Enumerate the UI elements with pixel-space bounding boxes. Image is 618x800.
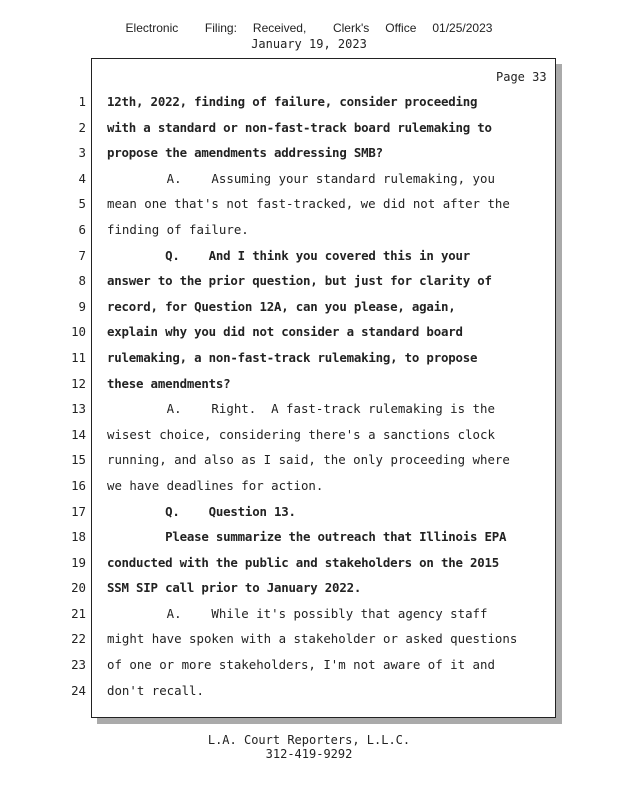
transcript-line <box>0 423 618 449</box>
line-text: Q. And I think you covered this in your <box>107 247 470 263</box>
line-text: of one or more stakeholders, I'm not aware of it and <box>107 657 495 673</box>
line-number: 18 <box>71 529 86 545</box>
transcript-line <box>0 679 618 705</box>
line-number: 5 <box>78 196 86 212</box>
line-text: A. While it's possibly that agency staff <box>107 605 488 621</box>
page-number: Page 33 <box>496 70 547 84</box>
filing-stamp: Electronic Filing: Received, Clerk's Office 01/25/2023 <box>125 21 493 35</box>
line-text: Q. Question 13. <box>107 503 296 519</box>
transcript-line <box>0 397 618 423</box>
line-text: conducted with the public and stakeholders on the 2015 <box>107 554 500 570</box>
transcript-line <box>0 627 618 653</box>
line-number: 12 <box>71 375 86 391</box>
line-text: we have deadlines for action. <box>107 477 324 493</box>
transcript-line <box>0 244 618 270</box>
line-text: SSM SIP call prior to January 2022. <box>107 580 362 596</box>
line-number: 11 <box>71 349 86 365</box>
line-number: 19 <box>71 554 86 570</box>
line-text: answer to the prior question, but just for clarity of <box>107 273 492 289</box>
line-number: 15 <box>71 452 86 468</box>
line-text: propose the amendments addressing SMB? <box>107 145 383 161</box>
line-text: record, for Question 12A, can you please, again, <box>107 298 456 314</box>
line-number: 2 <box>78 119 86 135</box>
line-number: 20 <box>71 580 86 596</box>
line-number: 10 <box>71 324 86 340</box>
transcript-line <box>0 295 618 321</box>
transcript-line <box>0 372 618 398</box>
transcript-line <box>0 500 618 526</box>
transcript-line <box>0 653 618 679</box>
transcript-line <box>0 576 618 602</box>
line-number: 23 <box>71 657 86 673</box>
transcript-line <box>0 141 618 167</box>
line-text: might have spoken with a stakeholder or asked questions <box>107 631 518 647</box>
line-number: 17 <box>71 503 86 519</box>
line-number: 24 <box>71 682 86 698</box>
line-number: 8 <box>78 273 86 289</box>
line-number: 1 <box>78 94 86 109</box>
line-text: don't recall. <box>107 682 204 698</box>
line-text: with a standard or non-fast-track board rulemaking to <box>107 119 492 135</box>
line-text: A. Right. A fast-track rulemaking is the <box>107 401 495 417</box>
line-number: 3 <box>78 145 86 161</box>
line-text: Please summarize the outreach that Illinois EPA <box>107 529 507 545</box>
transcript-line <box>0 116 618 142</box>
line-number: 14 <box>71 426 86 442</box>
line-text: A. Assuming your standard rulemaking, you <box>107 170 495 186</box>
transcript-lines <box>0 90 618 704</box>
line-text: running, and also as I said, the only proceeding where <box>107 452 510 468</box>
line-number: 22 <box>71 631 86 647</box>
line-number: 13 <box>71 401 86 417</box>
line-number: 16 <box>71 477 86 493</box>
footer-company: L.A. Court Reporters, L.L.C. <box>207 733 411 747</box>
transcript-line <box>0 551 618 577</box>
transcript-line <box>0 525 618 551</box>
line-number: 4 <box>78 170 86 186</box>
transcript-date: January 19, 2023 <box>251 37 367 51</box>
transcript-line <box>0 448 618 474</box>
line-text: mean one that's not fast-tracked, we did not after the <box>107 196 510 212</box>
line-text: wisest choice, considering there's a sanctions clock <box>107 426 495 442</box>
line-text: explain why you did not consider a standard board <box>107 324 463 340</box>
footer-phone: 312-419-9292 <box>265 747 353 761</box>
transcript-line <box>0 474 618 500</box>
line-number: 7 <box>78 247 86 263</box>
line-text: these amendments? <box>107 375 231 391</box>
line-text: rulemaking, a non-fast-track rulemaking, to propose <box>107 349 478 365</box>
transcript-line <box>0 346 618 372</box>
line-text: finding of failure. <box>107 221 249 237</box>
transcript-line <box>0 320 618 346</box>
transcript-line <box>0 218 618 244</box>
transcript-line <box>0 167 618 193</box>
transcript-line <box>0 90 618 116</box>
line-number: 21 <box>71 605 86 621</box>
line-number: 6 <box>78 221 86 237</box>
line-number: 9 <box>78 298 86 314</box>
transcript-line <box>0 269 618 295</box>
transcript-line <box>0 602 618 628</box>
line-text: 12th, 2022, finding of failure, consider proceeding <box>107 94 478 109</box>
transcript-line <box>0 192 618 218</box>
